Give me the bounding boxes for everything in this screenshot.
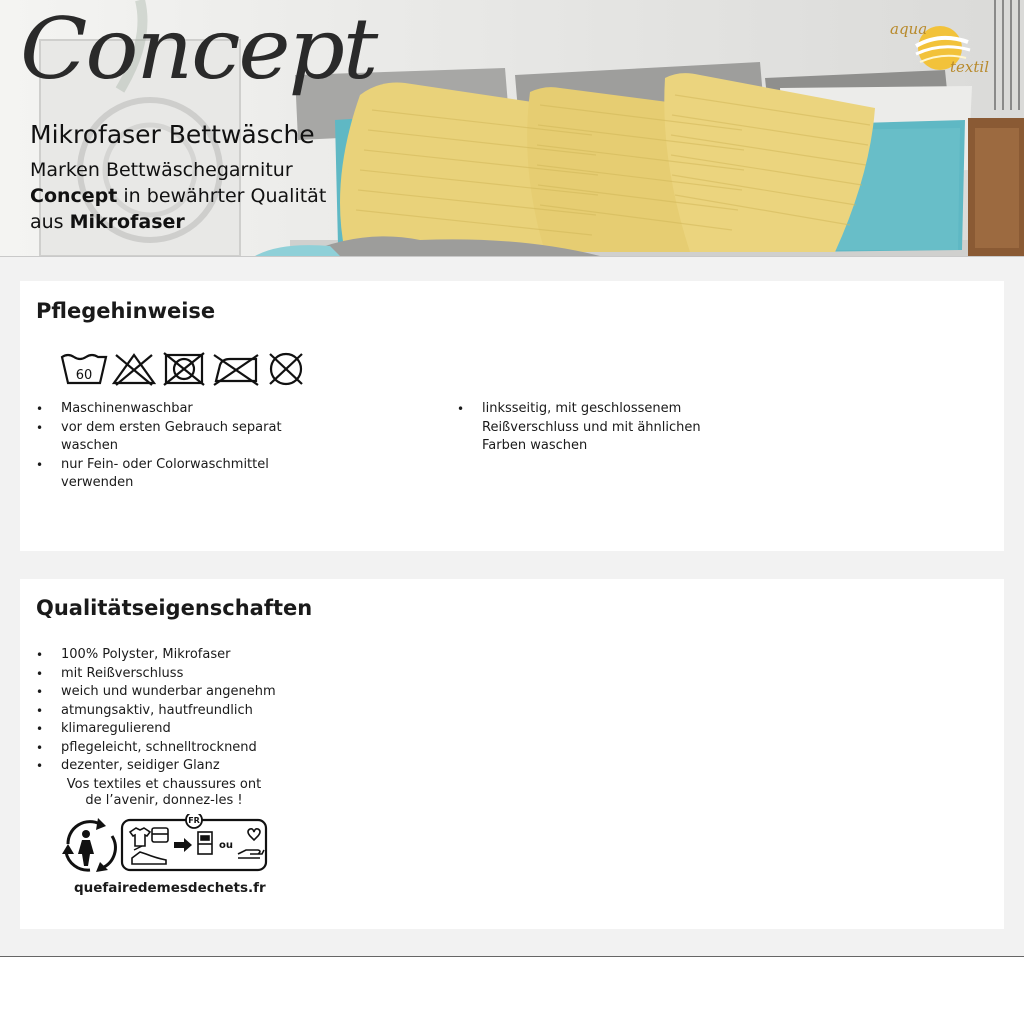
desc-line-2: in bewährter Qualität [117, 185, 327, 207]
brand-wordmark: Concept [20, 0, 377, 98]
recycle-badge-text: FR [188, 816, 200, 825]
logo-text-bottom: textil [950, 58, 989, 76]
care-instructions-card [20, 281, 1004, 551]
list-item: • 100% Polyster, Mikrofaser [20, 646, 420, 665]
care-heading: Pflegehinweise [36, 299, 216, 323]
list-item: • dezenter, seidiger Glanz [20, 757, 420, 776]
list-item: • atmungsaktiv, hautfreundlich [20, 702, 420, 721]
care-list-left [20, 400, 310, 493]
triman-recycling-logo [60, 814, 270, 876]
no-iron-icon [214, 355, 258, 385]
list-item: • pflegeleicht, schnelltrocknend [20, 739, 420, 758]
desc-material-bold: Mikrofaser [69, 211, 185, 233]
care-list-right [441, 400, 741, 456]
list-item: • weich und wunderbar angenehm [20, 683, 420, 702]
care-symbols [60, 351, 310, 387]
list-item: • Maschinenwaschbar [20, 400, 310, 419]
no-tumble-dry-icon [164, 353, 204, 385]
aqua-textil-logo [888, 12, 998, 78]
desc-line-3: aus [30, 211, 70, 233]
no-dry-clean-icon [270, 354, 302, 384]
quality-properties-card [20, 579, 1004, 929]
recycle-line-1: Vos textiles et chaussures ont [66, 777, 262, 792]
triman-icon [62, 818, 115, 872]
desc-line-1: Marken Bettwäschegarnitur [30, 159, 293, 181]
list-item: • mit Reißverschluss [20, 665, 420, 684]
product-title: Mikrofaser Bettwäsche [30, 120, 315, 149]
desc-brand-bold: Concept [30, 185, 118, 207]
list-item: • klimaregulierend [20, 720, 420, 739]
product-description [30, 157, 360, 235]
wash-temp: 60 [75, 368, 93, 383]
wash-60-icon [62, 355, 106, 383]
list-item: • nur Fein- oder Colorwaschmittel verwenden [20, 456, 310, 493]
logo-text-top: aqua [890, 20, 928, 38]
quality-list [20, 646, 420, 776]
list-item: • linksseitig, mit geschlossenem Reißverschluss und mit ähnlichen Farben waschen [441, 400, 741, 456]
header-banner [0, 0, 1024, 257]
quality-heading: Qualitätseigenschaften [36, 596, 313, 620]
recycle-message [64, 777, 264, 809]
no-bleach-icon [114, 355, 154, 385]
footer-area [0, 957, 1024, 1024]
recycle-website: quefairedemesdechets.fr [74, 880, 266, 896]
list-item: • vor dem ersten Gebrauch separat waschen [20, 419, 310, 456]
recycle-or-text: ou [219, 840, 233, 851]
recycle-line-2: de l’avenir, donnez-les ! [85, 793, 243, 808]
